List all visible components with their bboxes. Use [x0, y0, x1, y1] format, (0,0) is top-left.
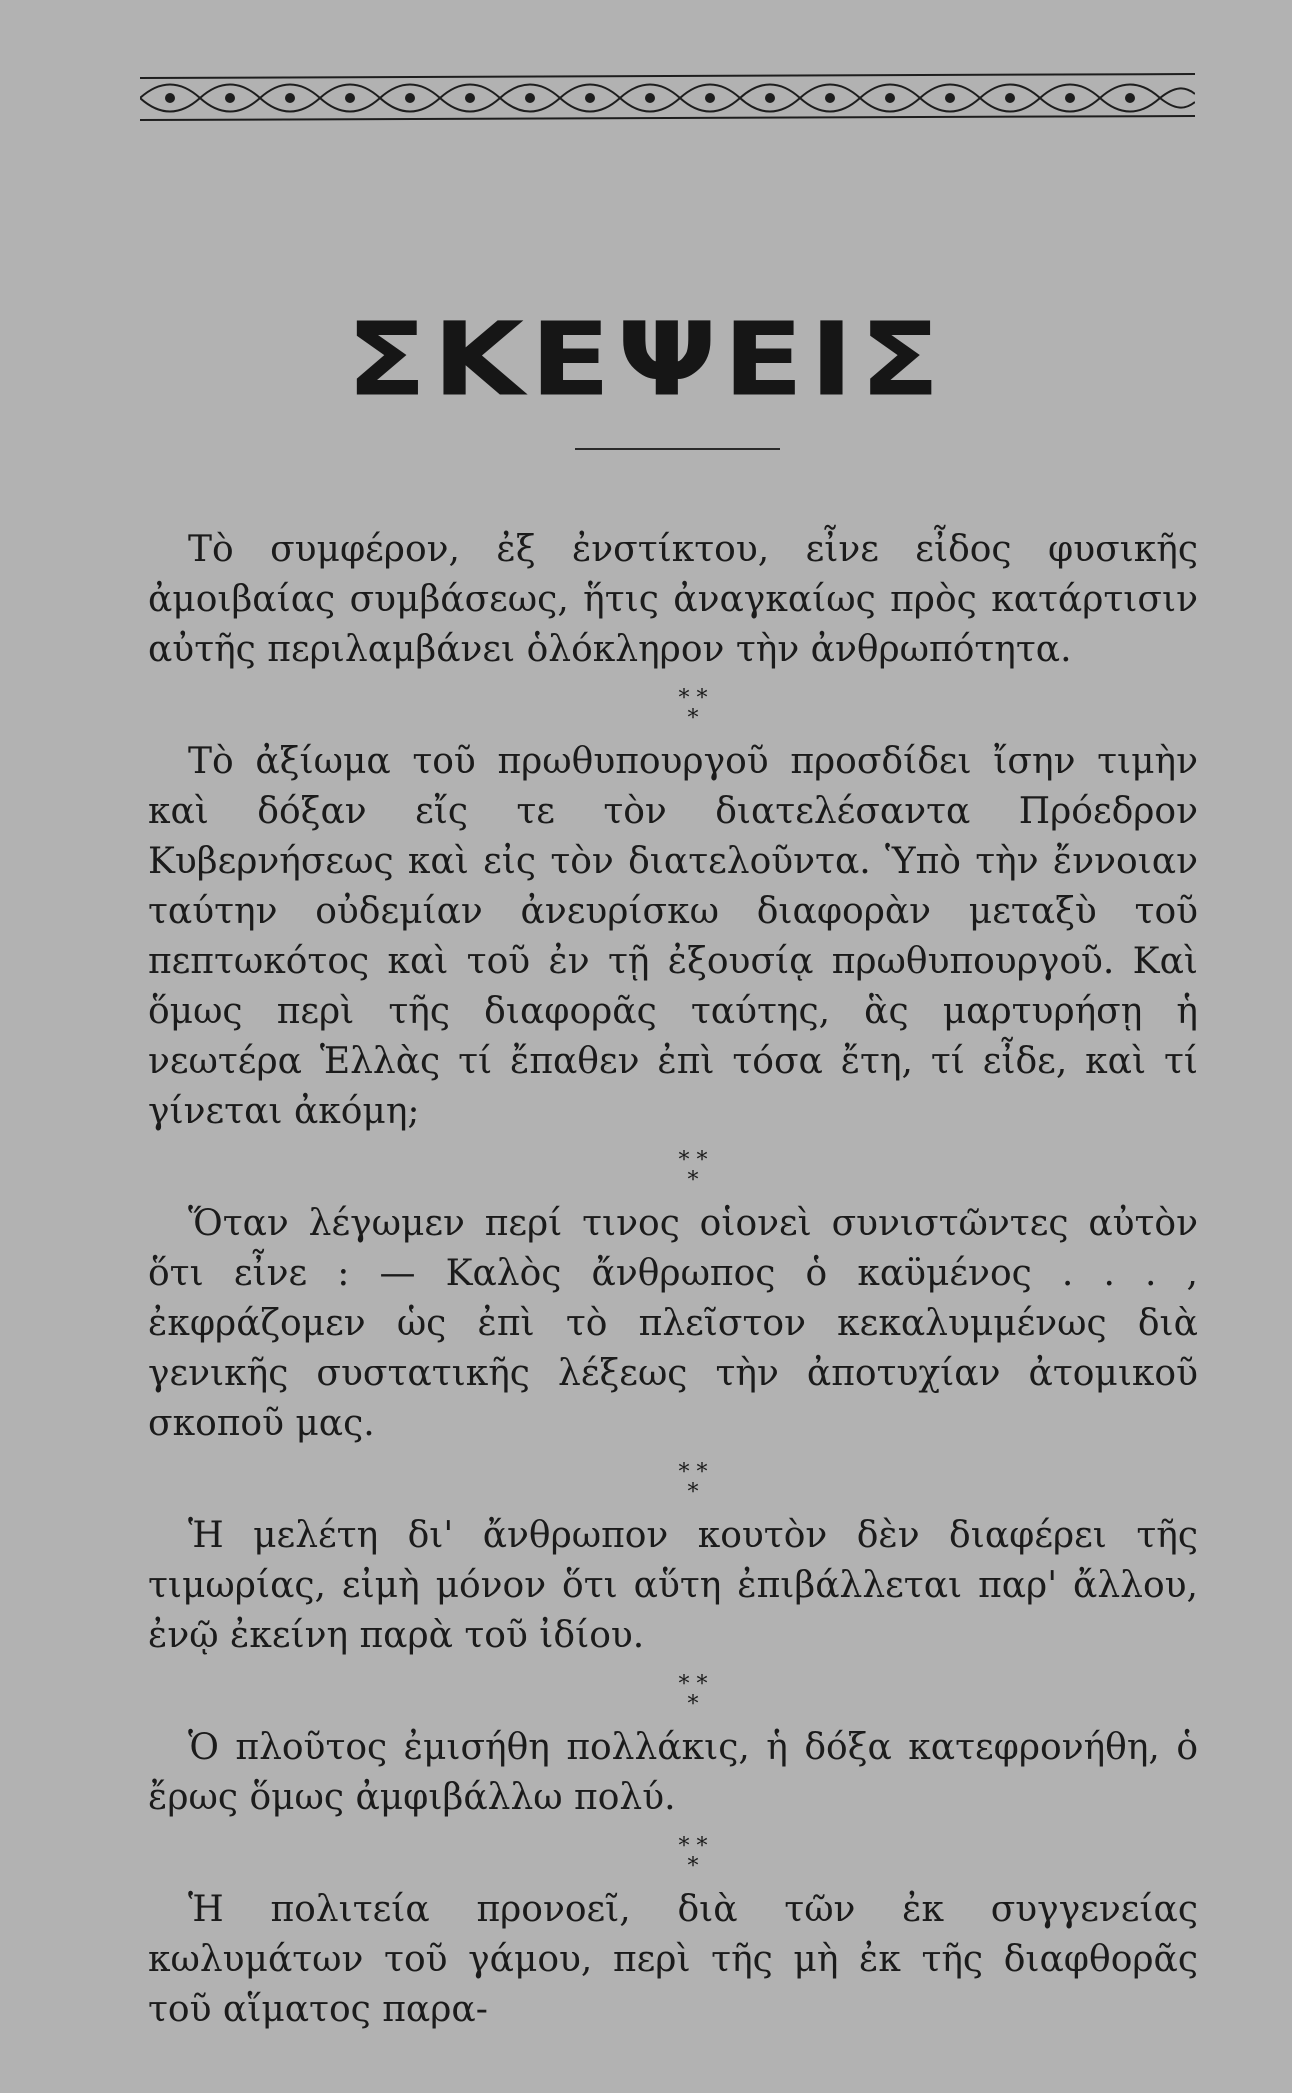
asterism-top: * * [678, 1148, 708, 1173]
paragraph-5: Ὁ πλοῦτος ἐμισήθη πολλάκις, ἡ δόξα κατεφρονήθη, ὁ ἔρως ὅμως ἀμφιβάλλω πολύ. [148, 1727, 1198, 1818]
page-title: ΣΚΕΨΕΙΣ [345, 300, 947, 419]
paragraph-1: Τὸ συμφέρον, ἐξ ἐνστίκτου, εἶνε εἶδος φυσικῆς ἀμοιβαίας συμβάσεως, ἥτις ἀναγκαίως πρὸς κατάρτισιν αὐτῆς περιλαμβάνει ὁλόκληρον τὴν ἀνθρωπότητα. [148, 529, 1198, 670]
asterism-separator-5 [148, 1823, 1198, 1885]
paragraph-2: Τὸ ἀξίωμα τοῦ πρωθυπουργοῦ προσδίδει ἴσην τιμὴν καὶ δόξαν εἴς τε τὸν διατελέσαντα Πρόεδρον Κυβερνήσεως καὶ εἰς τὸν διατελοῦντα. Ὑπὸ τὴν ἔννοιαν ταύτην οὐδεμίαν ἀνευρίσκω διαφορὰν μεταξὺ τοῦ πεπτωκότος καὶ τοῦ ἐν τῇ ἐξουσίᾳ πρωθυπουργοῦ. Καὶ ὅμως περὶ τῆς διαφορᾶς ταύτης, ἃς μαρτυρήσῃ ἡ νεωτέρα Ἑλλὰς τί ἔπαθεν ἐπὶ τόσα ἔτη, τί εἶδε, καὶ τί γίνεται ἀκόμη; [148, 741, 1198, 1132]
asterism-top: * * [678, 1460, 708, 1485]
main-text [148, 525, 1198, 2035]
asterism-bottom: * [687, 1168, 699, 1193]
asterism-bottom: * [687, 1692, 699, 1717]
paragraph-6: Ἡ πολιτεία προνοεῖ, διὰ τῶν ἐκ συγγενείας κωλυμάτων τοῦ γάμου, περὶ τῆς μὴ ἐκ τῆς διαφθορᾶς τοῦ αἵματος παρα- [148, 1889, 1198, 2030]
asterism-separator-3 [148, 1449, 1198, 1511]
title-underline [575, 448, 780, 450]
asterism-top: * * [678, 686, 708, 711]
asterism-top: * * [678, 1672, 708, 1697]
asterism-bottom: * [687, 706, 699, 731]
asterism-top: * * [678, 1834, 708, 1859]
asterism-bottom: * [687, 1480, 699, 1505]
ornamental-header-band [140, 72, 1195, 124]
paragraph-4: Ἡ μελέτη δι' ἄνθρωπον κουτὸν δὲν διαφέρει τῆς τιμωρίας, εἰμὴ μόνον ὅτι αὕτη ἐπιβάλλεται παρ' ἄλλου, ἐνῷ ἐκείνη παρὰ τοῦ ἰδίου. [148, 1515, 1198, 1656]
asterism-bottom: * [687, 1854, 699, 1879]
asterism-separator-4 [148, 1661, 1198, 1723]
paragraph-3: Ὅταν λέγωμεν περί τινος οἱονεὶ συνιστῶντες αὐτὸν ὅτι εἶνε : — Καλὸς ἄνθρωπος ὁ καϋμένος . . . , ἐκφράζομεν ὡς ἐπὶ τὸ πλεῖστον κεκαλυμμένως διὰ γενικῆς συστατικῆς λέξεως τὴν ἀποτυχίαν ἀτομικοῦ σκοποῦ μας. [148, 1203, 1198, 1444]
asterism-separator-2 [148, 1137, 1198, 1199]
asterism-separator-1 [148, 675, 1198, 737]
